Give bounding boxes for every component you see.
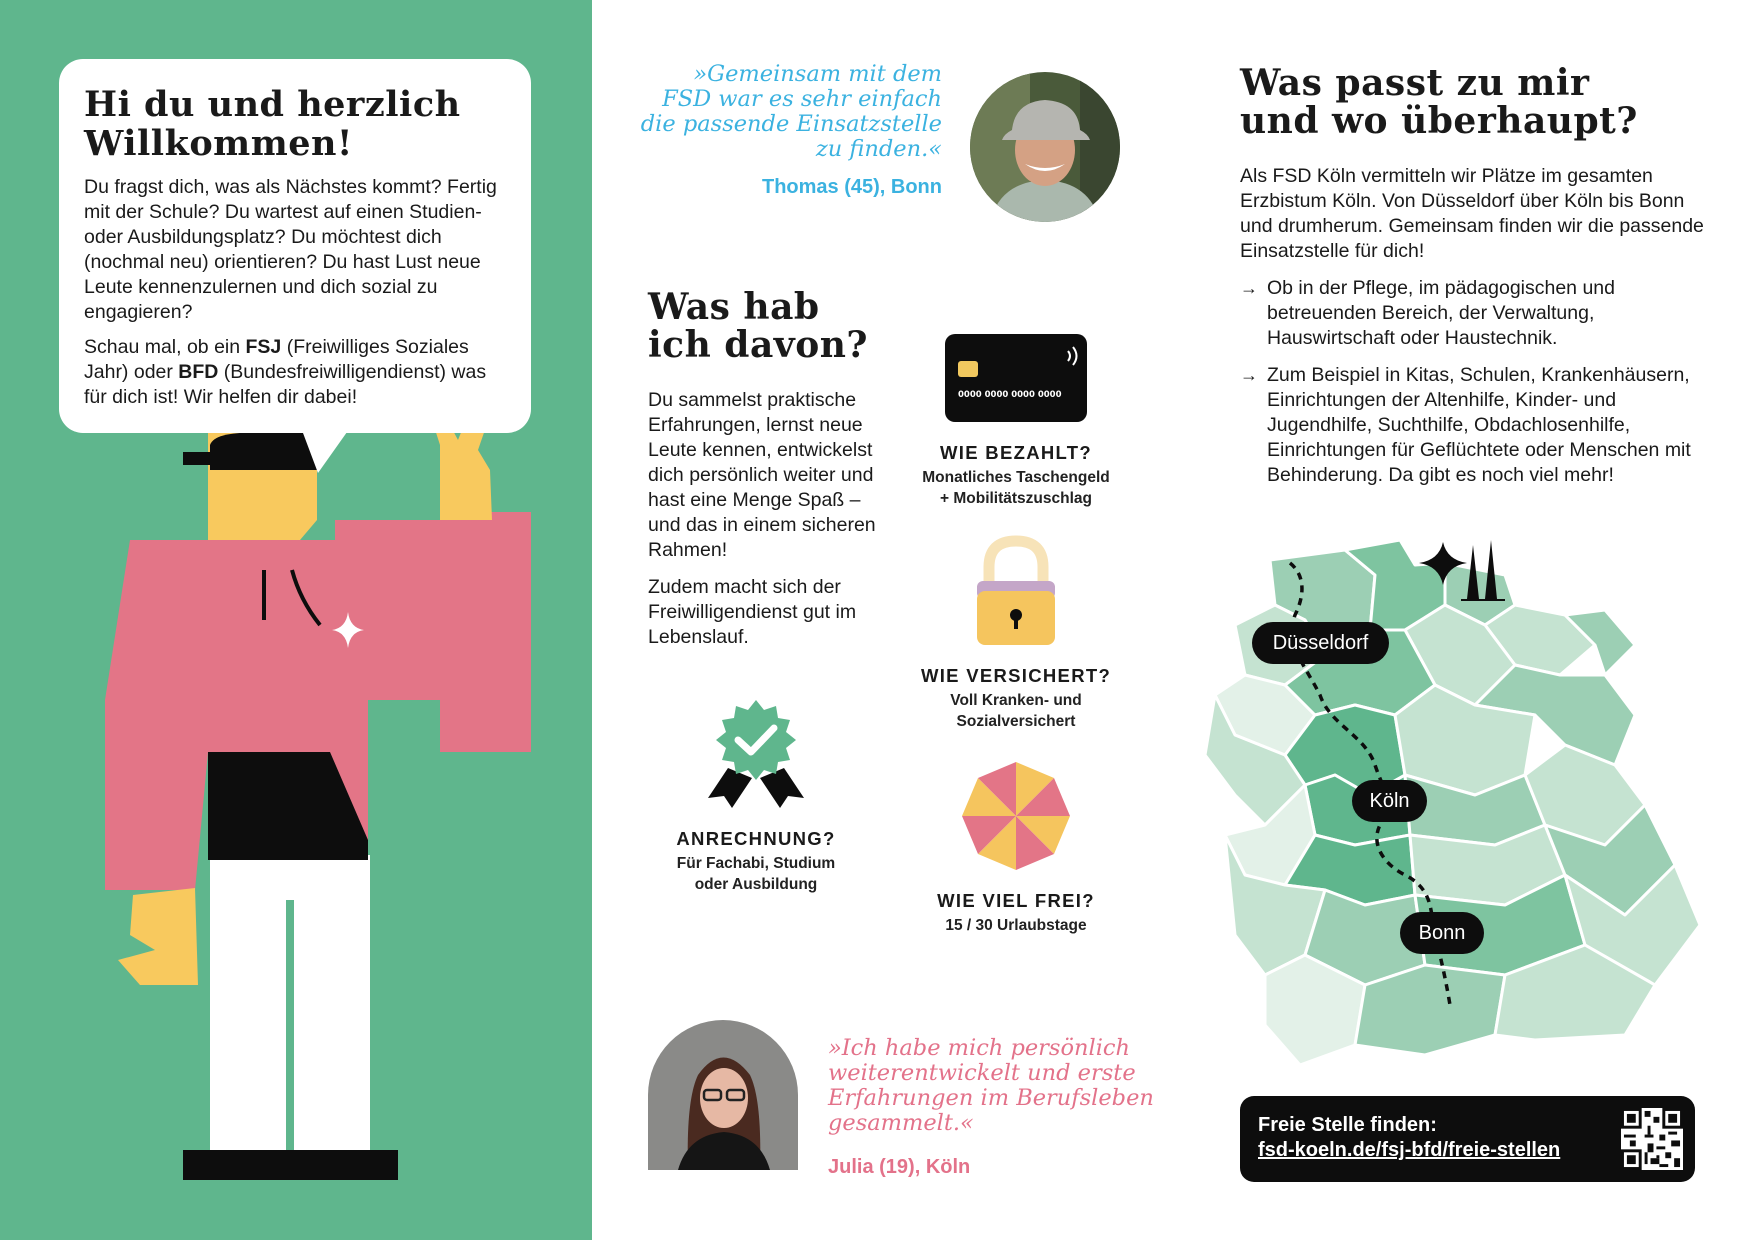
lock-icon bbox=[975, 535, 1057, 647]
list-item bbox=[1240, 276, 1710, 351]
benefit-desc-line1: Monatliches Taschengeld bbox=[922, 469, 1110, 486]
where-list bbox=[1240, 276, 1710, 500]
credit-card-icon bbox=[944, 333, 1088, 423]
person-lower-hand bbox=[118, 888, 198, 985]
benefit-desc-line1: 15 / 30 Urlaubstage bbox=[945, 917, 1087, 934]
benefit-desc-line2: + Mobilitätszuschlag bbox=[939, 490, 1092, 507]
find-position-cta[interactable] bbox=[1240, 1096, 1695, 1182]
benefit-title: WIE BEZAHLT? bbox=[940, 442, 1092, 463]
benefit-title: ANRECHNUNG? bbox=[676, 828, 836, 849]
benefit-desc-line2: oder Ausbildung bbox=[694, 876, 818, 893]
fsj-label: FSJ bbox=[245, 336, 282, 358]
where-heading bbox=[1240, 64, 1638, 140]
where-heading-line2: und wo überhaupt? bbox=[1240, 100, 1638, 142]
person-trouser-gap bbox=[286, 900, 294, 1170]
benefits-heading-line2: ich davon? bbox=[648, 324, 868, 366]
cta-link[interactable]: fsd-koeln.de/fsj-bfd/freie-stellen bbox=[1258, 1139, 1561, 1161]
welcome-text-2-suffix: (Bundesfreiwilligendienst) was für dich ist! Wir helfen dir dabei! bbox=[84, 361, 487, 408]
benefits-text-1: Du sammelst praktische Erfahrungen, lernst neue Leute kennen, entwickelst dich persönlich weiter und hast eine Menge Spaß – und das in einem sicheren Rahmen! bbox=[648, 389, 876, 561]
person-cap-brim bbox=[183, 452, 253, 465]
bfd-label: BFD bbox=[178, 361, 219, 383]
list-item-text: Zum Beispiel in Kitas, Schulen, Krankenhäusern, Einrichtungen der Altenhilfe, Kinder- und Jugendhilfe, Suchthilfe, Obdachlosenhilfe, Einrichtungen für Geflüchtete oder Menschen mit Behinderung. Da gibt es noch viel mehr! bbox=[1267, 364, 1691, 486]
map-label-bonn: Bonn bbox=[1400, 912, 1484, 954]
cta-label: Freie Stelle finden: bbox=[1258, 1114, 1437, 1136]
benefits-heading-line1: Was hab bbox=[648, 286, 820, 328]
testimonial-author: Thomas (45), Bonn bbox=[761, 176, 942, 198]
certificate-badge-icon bbox=[700, 698, 812, 810]
welcome-title bbox=[84, 85, 507, 163]
welcome-title-line2: Willkommen! bbox=[84, 123, 353, 164]
welcome-text-2-mid: (Freiwilliges Soziales Jahr) oder bbox=[84, 336, 469, 383]
arrow-right-icon: → bbox=[1240, 278, 1258, 298]
speech-bubble-tail bbox=[300, 425, 352, 473]
welcome-text-2-prefix: Schau mal, ob ein bbox=[84, 336, 246, 358]
testimonial-text: »Gemeinsam mit dem FSD war es sehr einfach die passende Einsatzstelle zu finden.« bbox=[640, 61, 942, 162]
map-label-koeln: Köln bbox=[1352, 780, 1427, 822]
benefits-intro bbox=[648, 388, 898, 662]
welcome-text-2 bbox=[84, 335, 507, 410]
benefit-desc-line1: Für Fachabi, Studium bbox=[676, 855, 836, 872]
where-heading-line1: Was passt zu mir bbox=[1240, 62, 1590, 104]
benefit-recognition bbox=[640, 828, 872, 895]
benefit-desc-line1: Voll Kranken- und bbox=[950, 692, 1082, 709]
where-intro-text: Als FSD Köln vermitteln wir Plätze im gesamten Erzbistum Köln. Von Düsseldorf über Köln bis Bonn und drumherum. Gemeinsam finden wir die passende Einsatzstelle für dich! bbox=[1240, 165, 1704, 262]
benefit-insurance bbox=[900, 665, 1132, 732]
welcome-text-1: Du fragst dich, was als Nächstes kommt? Fertig mit der Schule? Du wartest auf einen Studien- oder Ausbildungsplatz? Du möchtest dich (nochmal neu) orientieren? Du hast Lust neue Leute kennenzulernen und dich sozial zu engagieren? bbox=[84, 176, 497, 323]
benefit-title: WIE VERSICHERT? bbox=[920, 665, 1112, 686]
person-shoe-right bbox=[290, 1150, 398, 1180]
qr-code-icon bbox=[1621, 1108, 1683, 1170]
benefits-text-2: Zudem macht sich der Freiwilligendienst gut im Lebenslauf. bbox=[648, 576, 857, 648]
list-item bbox=[1240, 363, 1710, 488]
beach-umbrella-icon bbox=[960, 760, 1072, 872]
testimonial-thomas bbox=[640, 62, 942, 199]
testimonial-text: »Ich habe mich persönlich weiterentwickelt und erste Erfahrungen im Berufsleben gesammelt.« bbox=[828, 1035, 1154, 1136]
thomas-portrait-photo bbox=[970, 72, 1120, 222]
benefit-title: WIE VIEL FREI? bbox=[937, 890, 1095, 911]
list-item-text: Ob in der Pflege, im pädagogischen und betreuenden Bereich, der Verwaltung, Hauswirtschaft oder Haustechnik. bbox=[1267, 277, 1615, 349]
person-shoe-left bbox=[183, 1150, 292, 1180]
benefit-payment bbox=[900, 442, 1132, 509]
welcome-speech-bubble bbox=[59, 59, 531, 433]
welcome-title-line1: Hi du und herzlich bbox=[84, 84, 461, 125]
julia-portrait-photo bbox=[648, 1020, 798, 1170]
benefits-heading bbox=[648, 288, 868, 364]
benefit-desc-line2: Sozialversichert bbox=[956, 713, 1076, 730]
testimonial-julia bbox=[828, 1036, 1158, 1179]
benefit-vacation bbox=[900, 890, 1132, 936]
intro-panel bbox=[0, 0, 592, 1240]
card-number: 0000 0000 0000 0000 bbox=[958, 390, 1062, 400]
arrow-right-icon: → bbox=[1240, 365, 1258, 385]
testimonial-author: Julia (19), Köln bbox=[828, 1156, 971, 1178]
archdiocese-map bbox=[1205, 535, 1705, 1070]
person-raised-sleeve bbox=[440, 512, 531, 752]
map-label-duesseldorf: Düsseldorf bbox=[1252, 622, 1389, 664]
